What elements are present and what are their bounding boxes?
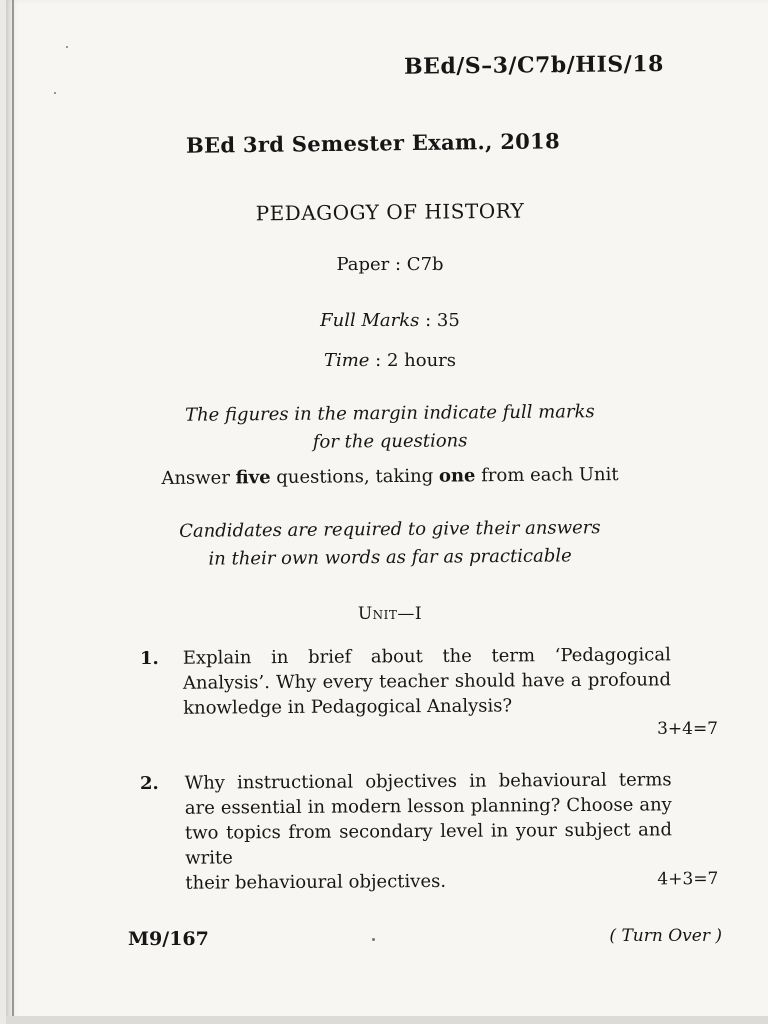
question-2-number: 2. <box>140 773 159 794</box>
time-label: Time <box>323 350 370 371</box>
question-1-text: Explain in brief about the term ‘Pedagogical Analysis’. Why every teacher should have a profound knowledge in Pedagogical Analysis? <box>182 644 672 719</box>
unit-label: Unit—I <box>357 604 423 624</box>
footer-code: M9/167 <box>128 928 209 950</box>
page-edge <box>12 0 14 1024</box>
scan-speck <box>372 938 375 941</box>
question-2-text <box>184 767 719 895</box>
candidates-instruction <box>6 513 768 576</box>
scan-speck <box>66 46 68 48</box>
time-value: 2 hours <box>386 350 457 371</box>
answer-one: one <box>438 465 476 487</box>
figures-line-1: The figures in the margin indicate full marks <box>184 401 595 426</box>
figures-instruction <box>6 397 768 460</box>
answer-instruction <box>6 463 768 491</box>
answer-five: five <box>235 467 271 489</box>
page-bottom-edge <box>6 1016 768 1024</box>
candidates-line-1: Candidates are required to give their answers <box>179 517 601 542</box>
exam-page <box>6 0 768 1024</box>
full-marks-label: Full Marks <box>320 310 420 331</box>
question-2-text-main: Why instructional objectives in behavioural terms are essential in modern lesson planning? Choose any two topics from secondary level in your subject and write <box>184 769 673 869</box>
full-marks-value: 35 <box>436 310 460 331</box>
question-1-number: 1. <box>140 648 159 669</box>
question-2-marks: 4+3=7 <box>657 868 719 890</box>
question-2-text-last: their behavioural objectives. <box>185 870 447 894</box>
paper-value: C7b <box>406 254 444 275</box>
subject-title: PEDAGOGY OF HISTORY <box>255 198 525 226</box>
paper-line: Paper : C7b <box>336 254 444 275</box>
question-2-last-line <box>185 867 718 896</box>
full-marks-line: Full Marks : 35 <box>320 310 460 331</box>
paper-label: Paper <box>336 254 390 275</box>
question-1-marks: 3+4=7 <box>657 719 718 739</box>
unit-heading <box>6 604 768 624</box>
exam-title: BEd 3rd Semester Exam., 2018 <box>185 128 561 158</box>
turn-over-note: ( Turn Over ) <box>609 926 722 946</box>
figures-line-2: for the questions <box>312 430 468 453</box>
time-line: Time : 2 hours <box>323 350 457 371</box>
candidates-line-2: in their own words as far as practicable <box>208 545 572 570</box>
answer-mid: questions, taking <box>270 465 439 489</box>
scan-speck <box>54 92 56 94</box>
answer-pre: Answer <box>161 467 236 489</box>
answer-post: from each Unit <box>475 464 619 487</box>
paper-code: BEd/S–3/C7b/HIS/18 <box>403 51 665 80</box>
